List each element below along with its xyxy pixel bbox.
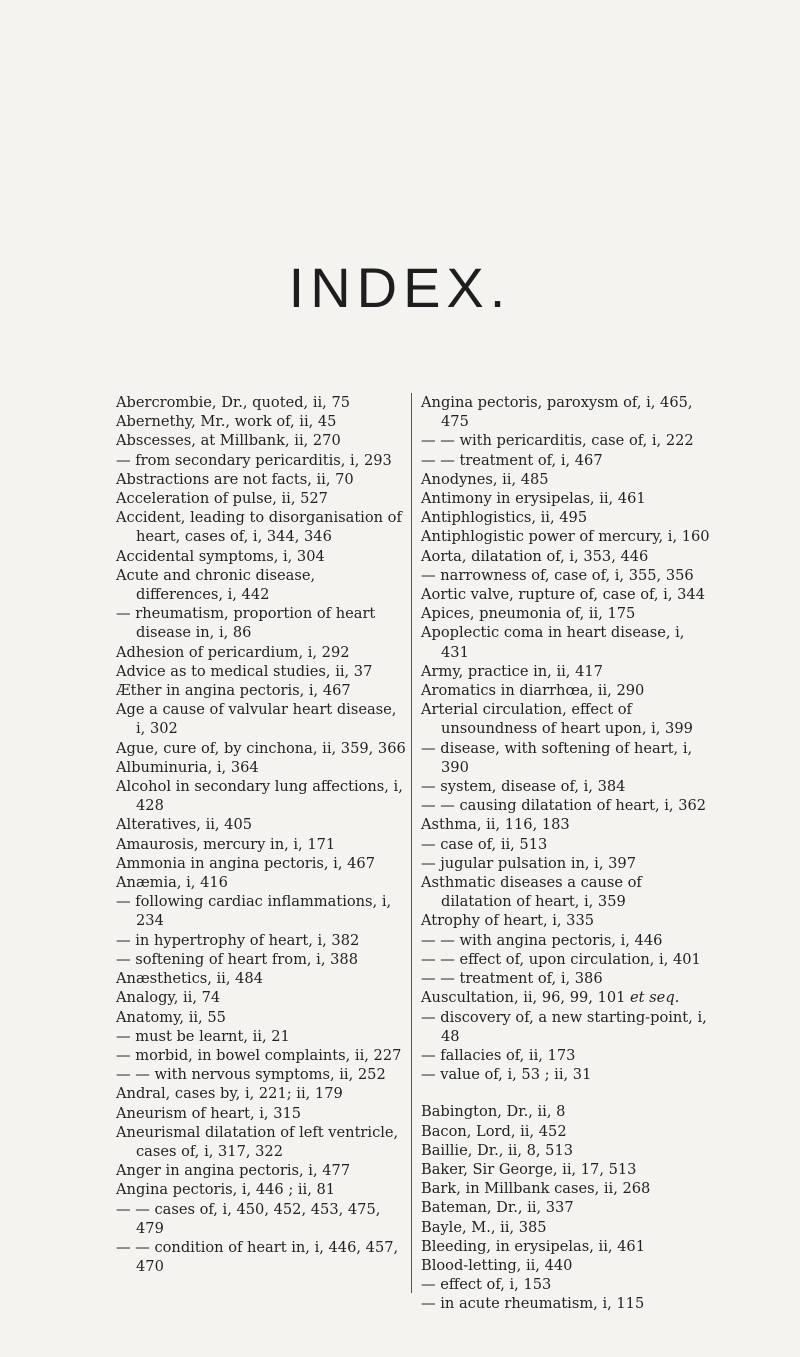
index-entry: Abscesses, at Millbank, ii, 270: [116, 432, 341, 450]
index-entry: Analogy, ii, 74: [116, 989, 221, 1007]
index-entry: — fallacies of, ii, 173: [421, 1046, 576, 1064]
index-entry: — softening of heart from, i, 388: [116, 950, 358, 968]
index-entry: — in hypertrophy of heart, i, 382: [116, 931, 360, 949]
index-entry: — — with pericarditis, case of, i, 222: [421, 432, 694, 450]
index-entry: Baillie, Dr., ii, 8, 513: [421, 1141, 574, 1159]
index-entry-auscultation: [421, 988, 716, 1007]
index-entry: Anodynes, ii, 485: [421, 470, 549, 488]
index-entry: — from secondary pericarditis, i, 293: [116, 451, 392, 469]
index-entry: Asthma, ii, 116, 183: [421, 816, 570, 834]
index-entry: Aorta, dilatation of, i, 353, 446: [421, 547, 649, 565]
index-entry: Atrophy of heart, i, 335: [421, 912, 595, 930]
index-entry: — discovery of, a new starting-point, i, 48: [421, 1008, 707, 1045]
index-entry: Abercrombie, Dr., quoted, ii, 75: [116, 394, 351, 411]
index-entry: Ague, cure of, by cinchona, ii, 359, 366: [116, 739, 406, 757]
index-entry: Bleeding, in erysipelas, ii, 461: [421, 1237, 645, 1255]
index-entry: Apoplectic coma in heart disease, i, 431: [421, 624, 685, 661]
index-entry: — — cases of, i, 450, 452, 453, 475, 479: [116, 1200, 381, 1237]
index-entry: Adhesion of pericardium, i, 292: [116, 643, 350, 661]
index-entry: Arterial circulation, effect of unsoundness of heart upon, i, 399: [421, 701, 693, 738]
index-entry: — must be learnt, ii, 21: [116, 1027, 290, 1045]
index-entry: Alcohol in secondary lung affections, i, 428: [116, 778, 403, 815]
index-entry: Anatomy, ii, 55: [116, 1008, 226, 1026]
index-entry: Aortic valve, rupture of, case of, i, 344: [421, 586, 705, 604]
index-entry: Aneurismal dilatation of left ventricle, cases of, i, 317, 322: [116, 1123, 399, 1160]
index-entry: Asthmatic diseases a cause of dilatation of heart, i, 359: [421, 874, 642, 911]
index-entry: Army, practice in, ii, 417: [421, 662, 603, 680]
index-entry: Bacon, Lord, ii, 452: [421, 1122, 567, 1140]
index-column-right: [411, 393, 716, 1313]
index-entry: — system, disease of, i, 384: [421, 778, 626, 796]
index-entry: Bayle, M., ii, 385: [421, 1218, 547, 1236]
index-entry: Aromatics in diarrhœa, ii, 290: [421, 682, 645, 700]
index-entry: Babington, Dr., ii, 8: [421, 1103, 566, 1121]
index-entry: — — causing dilatation of heart, i, 362: [421, 797, 707, 815]
index-entry: Accidental symptoms, i, 304: [116, 547, 325, 565]
index-entry: Acute and chronic disease, differences, i, 442: [116, 566, 316, 604]
index-entry: Albuminuria, i, 364: [116, 758, 259, 776]
index-entry: Æther in angina pectoris, i, 467: [116, 682, 351, 700]
index-entry: Bateman, Dr., ii, 337: [421, 1199, 574, 1217]
index-entry: — — treatment of, i, 386: [421, 970, 603, 988]
index-entry: Acceleration of pulse, ii, 527: [116, 490, 328, 508]
index-entry: — jugular pulsation in, i, 397: [421, 854, 636, 872]
index-entry: — value of, i, 53 ; ii, 31: [421, 1066, 592, 1084]
index-entry: Aneurism of heart, i, 315: [116, 1104, 302, 1122]
index-entry: Advice as to medical studies, ii, 37: [116, 662, 373, 680]
index-entry: Alteratives, ii, 405: [116, 816, 253, 834]
index-entry: — — effect of, upon circulation, i, 401: [421, 950, 701, 968]
index-entry: — — treatment of, i, 467: [421, 451, 603, 469]
index-entry: Anger in angina pectoris, i, 477: [116, 1162, 351, 1180]
index-entry: Andral, cases by, i, 221; ii, 179: [116, 1085, 343, 1103]
index-entry: Antiphlogistics, ii, 495: [421, 509, 588, 527]
index-entry: Antimony in erysipelas, ii, 461: [421, 490, 646, 508]
index-entry: — — condition of heart in, i, 446, 457, 470: [116, 1238, 399, 1276]
index-entry: — effect of, i, 153: [421, 1276, 552, 1294]
index-entry: Bark, in Millbank cases, ii, 268: [421, 1180, 651, 1198]
index-entry: Angina pectoris, paroxysm of, i, 465, 475: [421, 394, 693, 431]
index-entry: Ammonia in angina pectoris, i, 467: [116, 854, 375, 872]
index-entry: — — with nervous symptoms, ii, 252: [116, 1066, 386, 1084]
index-entry: Antiphlogistic power of mercury, i, 160: [421, 528, 710, 546]
index-entry: Blood-letting, ii, 440: [421, 1256, 573, 1274]
et-seq-text: et seq.: [630, 989, 680, 1007]
index-entry: — in acute rheumatism, i, 115: [421, 1295, 645, 1313]
index-column-left: [116, 393, 406, 1276]
index-entry: — rheumatism, proportion of heart disease in, i, 86: [116, 605, 376, 642]
index-entry: — morbid, in bowel complaints, ii, 227: [116, 1046, 402, 1064]
index-entry: Angina pectoris, i, 446 ; ii, 81: [116, 1181, 336, 1199]
index-entry: Age a cause of valvular heart disease, i, 302: [116, 701, 397, 738]
section-gap: [421, 1084, 716, 1102]
index-entry: Baker, Sir George, ii, 17, 513: [421, 1160, 637, 1178]
index-entry: — following cardiac inflammations, i, 234: [116, 893, 392, 930]
index-entry: — — with angina pectoris, i, 446: [421, 931, 663, 949]
page-title: INDEX.: [288, 256, 512, 319]
index-entry: Apices, pneumonia of, ii, 175: [421, 605, 636, 623]
index-entry: — disease, with softening of heart, i, 390: [421, 739, 693, 776]
index-entry: — case of, ii, 513: [421, 835, 548, 853]
index-entry: Accident, leading to disorganisation of heart, cases of, i, 344, 346: [116, 509, 402, 546]
index-entry: Amaurosis, mercury in, i, 171: [116, 835, 336, 853]
index-entry: Abstractions are not facts, ii, 70: [116, 470, 354, 488]
index-entry-text: Auscultation, ii, 96, 99, 101: [421, 989, 626, 1007]
index-entry: Anæsthetics, ii, 484: [116, 970, 263, 988]
index-entry: — narrowness of, case of, i, 355, 356: [421, 566, 694, 584]
index-entry: Anæmia, i, 416: [116, 874, 228, 892]
index-entry: Abernethy, Mr., work of, ii, 45: [116, 413, 337, 431]
